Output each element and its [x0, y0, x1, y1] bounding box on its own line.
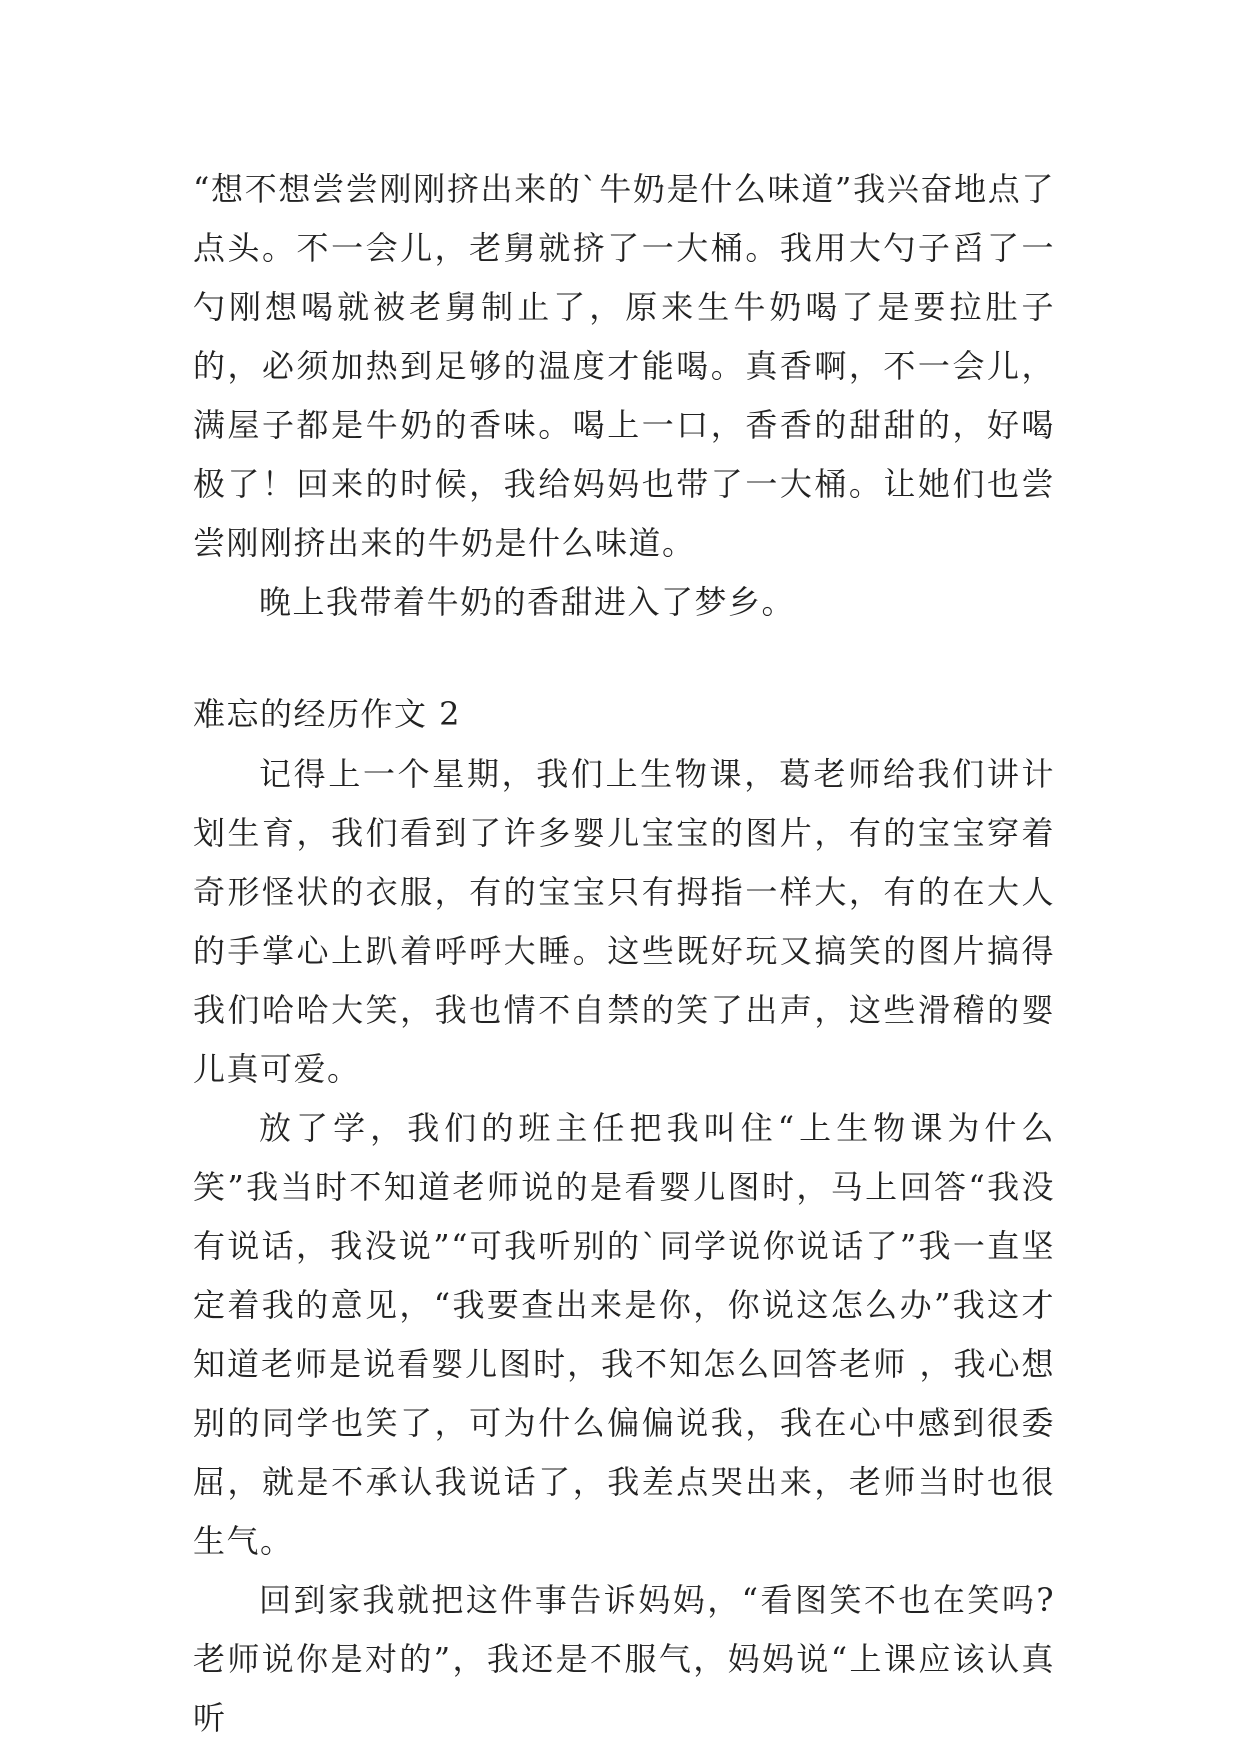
essay-2-body	[193, 745, 1055, 1748]
paragraph: “想不想尝尝刚刚挤出来的`牛奶是什么味道”我兴奋地点了点头。不一会儿，老舅就挤了一大桶。我用大勺子舀了一勺刚想喝就被老舅制止了，原来生牛奶喝了是要拉肚子的，必须加热到足够的温度才能喝。真香啊，不一会儿，满屋子都是牛奶的香味。喝上一口，香香的甜甜的，好喝极了！回来的时候，我给妈妈也带了一大桶。让她们也尝尝刚刚挤出来的牛奶是什么味道。	[193, 170, 1055, 562]
essay-1-continuation	[193, 160, 1055, 632]
essay-2-heading: 难忘的经历作文 2	[193, 695, 462, 733]
paragraph: 回到家我就把这件事告诉妈妈，“看图笑不也在笑吗?老师说你是对的”，我还是不服气，妈妈说“上课应该认真听	[193, 1581, 1055, 1737]
paragraph: 晚上我带着牛奶的香甜进入了梦乡。	[259, 583, 796, 621]
paragraph: 放了学，我们的班主任把我叫住“上生物课为什么笑”我当时不知道老师说的是看婴儿图时，马上回答“我没有说话，我没说”“可我听别的`同学说你说话了”我一直坚定着我的意见，“我要查出来是你，你说这怎么办”我这才知道老师是说看婴儿图时，我不知怎么回答老师 ，我心想别的同学也笑了，可为什么偏偏说我，我在心中感到很委屈，就是不承认我说话了，我差点哭出来，老师当时也很生气。	[193, 1109, 1055, 1560]
paragraph: 记得上一个星期，我们上生物课，葛老师给我们讲计划生育，我们看到了许多婴儿宝宝的图片，有的宝宝穿着奇形怪状的衣服，有的宝宝只有拇指一样大，有的在大人的手掌心上趴着呼呼大睡。这些既好玩又搞笑的图片搞得我们哈哈大笑，我也情不自禁的笑了出声，这些滑稽的婴儿真可爱。	[193, 755, 1055, 1088]
